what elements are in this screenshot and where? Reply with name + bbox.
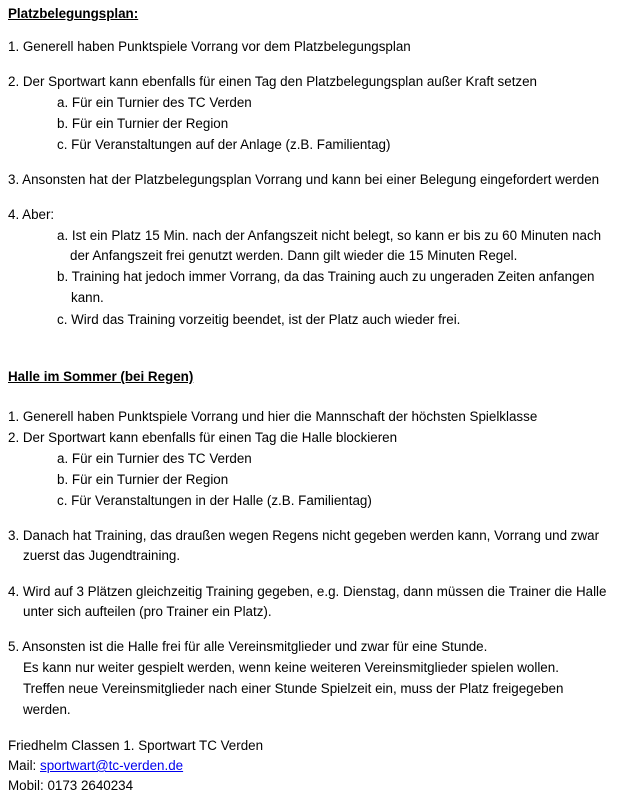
- section1-item-4a-line1: a. Ist ein Platz 15 Min. nach der Anfangszeit nicht belegt, so kann er bis zu 60 Minuten nach: [57, 228, 602, 243]
- footer-mail: [8, 758, 183, 774]
- section1-item-3: 3. Ansonsten hat der Platzbelegungsplan Vorrang und kann bei einer Belegung eingefordert werden: [8, 172, 600, 187]
- section1-item-2: 2. Der Sportwart kann ebenfalls für einen Tag den Platzbelegungsplan außer Kraft setzen: [8, 74, 538, 89]
- section1-item-4: 4. Aber:: [8, 207, 55, 222]
- section2-item-2b: b. Für ein Turnier der Region: [57, 472, 229, 487]
- section2-item-2c: c. Für Veranstaltungen in der Halle (z.B. Familientag): [57, 493, 372, 508]
- section1-item-2a: a. Für ein Turnier des TC Verden: [57, 95, 252, 110]
- section2-item-3-line1: 3. Danach hat Training, das draußen wegen Regens nicht gegeben werden kann, Vorrang und zwar: [8, 528, 600, 543]
- section1-item-2c: c. Für Veranstaltungen auf der Anlage (z.B. Familientag): [57, 137, 391, 152]
- section2-heading: Halle im Sommer (bei Regen): [8, 369, 194, 384]
- footer-mobile: Mobil: 0173 2640234: [8, 778, 134, 793]
- section1-item-1: 1. Generell haben Punktspiele Vorrang vor dem Platzbelegungsplan: [8, 39, 411, 54]
- section2-item-4-line2: unter sich aufteilen (pro Trainer ein Platz).: [23, 604, 272, 619]
- section2-item-5-line4: werden.: [23, 702, 71, 717]
- section1-item-4c: c. Wird das Training vorzeitig beendet, ist der Platz auch wieder frei.: [57, 312, 461, 327]
- section2-item-4-line1: 4. Wird auf 3 Plätzen gleichzeitig Training gegeben, e.g. Dienstag, dann müssen die Trainer die Halle: [8, 584, 607, 599]
- footer-signature: Friedhelm Classen 1. Sportwart TC Verden: [8, 738, 264, 753]
- email-link[interactable]: sportwart@tc-verden.de: [40, 758, 184, 773]
- section2-item-2: 2. Der Sportwart kann ebenfalls für einen Tag die Halle blockieren: [8, 430, 398, 445]
- section1-item-4b-line1: b. Training hat jedoch immer Vorrang, da das Training auch zu ungeraden Zeiten anfangen: [57, 269, 595, 284]
- section1-item-2b: b. Für ein Turnier der Region: [57, 116, 229, 131]
- section1-item-4a-line2: der Anfangszeit frei genutzt werden. Dann gilt wieder die 15 Minuten Regel.: [70, 248, 518, 263]
- section2-item-5-line1: 5. Ansonsten ist die Halle frei für alle Vereinsmitglieder und zwar für eine Stunde.: [8, 639, 488, 654]
- section2-item-5-line2: Es kann nur weiter gespielt werden, wenn keine weiteren Vereinsmitglieder spielen wollen.: [23, 660, 559, 675]
- section1-heading: Platzbelegungsplan:: [8, 6, 139, 21]
- footer-mail-label: Mail:: [8, 758, 40, 773]
- section1-item-4b-line2: kann.: [71, 290, 104, 305]
- section2-item-5-line3: Treffen neue Vereinsmitglieder nach einer Stunde Spielzeit ein, muss der Platz freigegeben: [23, 681, 564, 696]
- section2-item-2a: a. Für ein Turnier des TC Verden: [57, 451, 252, 466]
- section2-item-3-line2: zuerst das Jugendtraining.: [23, 548, 181, 563]
- section2-item-1: 1. Generell haben Punktspiele Vorrang und hier die Mannschaft der höchsten Spielklasse: [8, 409, 538, 424]
